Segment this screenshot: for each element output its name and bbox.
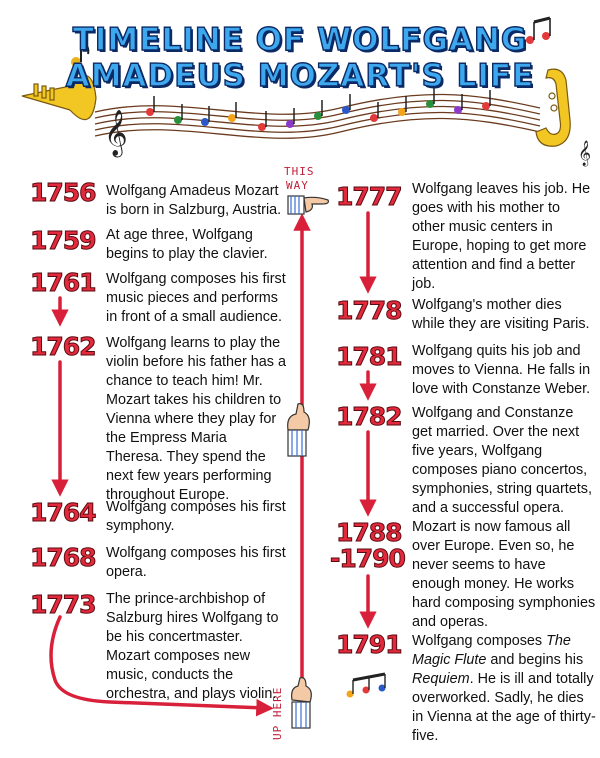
title-line-1: TIMELINE OF WOLFGANG	[72, 22, 528, 58]
year-1788: 1788	[336, 518, 402, 547]
event-text-1762: Wolfgang learns to play the violin before his father has a chance to teach him! Mr. Mozart takes his children to Vienna where they play for the Empress Maria Theresa. They spend the next few years performing throughout Europe.	[106, 335, 286, 503]
requiem-title: Requiem	[412, 671, 470, 687]
small-notes-icon-1791	[347, 674, 386, 698]
event-text-1756: Wolfgang Amadeus Mozart is born in Salzburg, Austria.	[106, 183, 282, 218]
event-text-1781: Wolfgang quits his job and moves to Vienna. He falls in love with Constanze Weber.	[412, 343, 591, 397]
year-1781: 1781	[336, 342, 402, 371]
title-line-2: AMADEUS MOZART'S LIFE	[65, 58, 535, 94]
event-text-1777: Wolfgang leaves his job. He goes with his mother to other music centers in Europe, hoping to get more attention and find a better job.	[412, 181, 591, 292]
year-1790: -1790	[330, 544, 405, 573]
event-text-1761: Wolfgang composes his first music pieces and performs in front of a small audience.	[106, 271, 286, 325]
event-text-1791-a: Wolfgang composes	[412, 633, 547, 649]
year-1782: 1782	[336, 402, 402, 431]
event-text-1778: Wolfgang's mother dies while they are visiting Paris.	[412, 297, 590, 332]
way-label: WAY	[286, 179, 309, 192]
event-text-1788-1790: Mozart is now famous all over Europe. Even so, he never seems to have enough money. He works hard composing symphonies and operas.	[412, 519, 596, 630]
year-1791: 1791	[336, 630, 402, 659]
treble-clef-icon: 𝄞	[104, 110, 128, 156]
year-1764: 1764	[30, 498, 96, 527]
event-text-1782: Wolfgang and Constanze get married. Over the next five years, Wolfgang composes piano concertos, symphonies, string quartets, and a successful opera.	[412, 405, 592, 516]
small-clef-icon: 𝄞	[578, 141, 592, 166]
up-here-label: UP HERE	[271, 686, 284, 740]
year-1759: 1759	[30, 226, 96, 255]
pointing-hand-icon-this-way	[288, 196, 328, 214]
event-text-1773: The prince-archbishop of Salzburg hires Wolfgang to be his concertmaster. Mozart composes new music, conducts the orchestra, and plays violin.	[106, 591, 279, 702]
year-1756: 1756	[30, 178, 96, 207]
event-text-1759: At age three, Wolfgang begins to play the clavier.	[106, 227, 268, 262]
year-1762: 1762	[30, 332, 96, 361]
event-text-1768: Wolfgang composes his first opera.	[106, 545, 286, 580]
pointing-hand-icon-up-here	[292, 678, 312, 728]
event-text-1791-b: and begins his	[486, 652, 584, 668]
event-text-1791	[412, 632, 596, 746]
year-1761: 1761	[30, 268, 96, 297]
year-1778: 1778	[336, 296, 402, 325]
this-label: THIS	[284, 165, 315, 178]
year-1777: 1777	[336, 182, 402, 211]
pointing-hand-icon-middle	[288, 404, 310, 456]
magic-flute-title: The Magic Flute	[412, 633, 571, 668]
year-1773: 1773	[30, 590, 96, 619]
event-text-1764: Wolfgang composes his first symphony.	[106, 499, 286, 534]
event-text-1791-c: . He is ill and totally overworked. Sadly, he dies in Vienna at the age of thirty-five.	[412, 671, 596, 744]
year-1768: 1768	[30, 543, 96, 572]
